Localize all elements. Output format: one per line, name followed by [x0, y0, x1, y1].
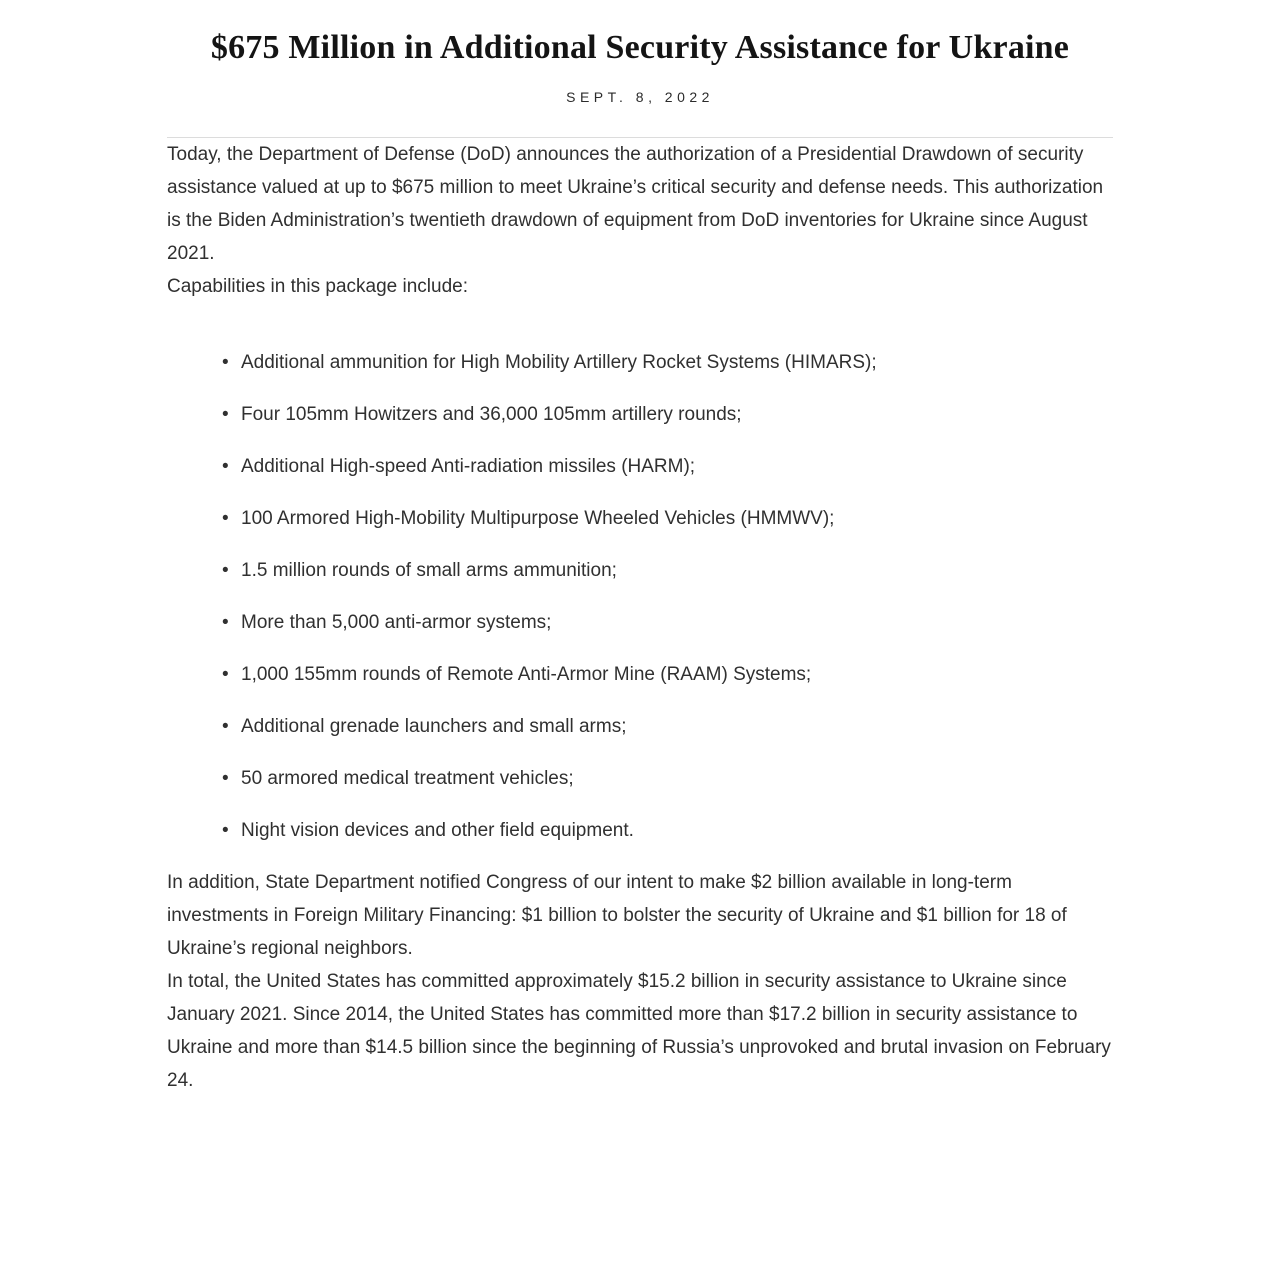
list-item: • Four 105mm Howitzers and 36,000 105mm artillery rounds;: [222, 398, 1113, 431]
total-paragraph: In total, the United States has committed approximately $15.2 billion in security assistance to Ukraine since January 2021. Since 2014, the United States has committed more than $17.2 billion in security assistance to Ukraine and more than $14.5 billion since the beginning of Russia’s unprovoked and brutal invasion on February 24.: [167, 971, 1111, 1091]
list-item: • 1,000 155mm rounds of Remote Anti-Armor Mine (RAAM) Systems;: [222, 658, 1113, 691]
list-item: • 100 Armored High-Mobility Multipurpose Wheeled Vehicles (HMMWV);: [222, 502, 1113, 535]
article-body: [167, 138, 1113, 1097]
list-item: • Night vision devices and other field equipment.: [222, 814, 1113, 847]
addition-paragraph: In addition, State Department notified Congress of our intent to make $2 billion available in long-term investments in Foreign Military Financing: $1 billion to bolster the security of Ukraine and $1 billion for 18 of Ukraine’s regional neighbors.: [167, 872, 1067, 959]
publish-date: SEPT. 8, 2022: [566, 89, 714, 105]
list-item: • Additional ammunition for High Mobility Artillery Rocket Systems (HIMARS);: [222, 346, 1113, 379]
list-item: • 1.5 million rounds of small arms ammunition;: [222, 554, 1113, 587]
intro-paragraph: Today, the Department of Defense (DoD) announces the authorization of a Presidential Drawdown of security assistance valued at up to $675 million to meet Ukraine’s critical security and defense needs. This authorization is the Biden Administration’s twentieth drawdown of equipment from DoD inventories for Ukraine since August 2021.: [167, 144, 1104, 264]
list-item: • More than 5,000 anti-armor systems;: [222, 606, 1113, 639]
capabilities-list: [167, 346, 1113, 847]
list-item: • Additional High-speed Anti-radiation missiles (HARM);: [222, 450, 1113, 483]
list-item: • Additional grenade launchers and small arms;: [222, 710, 1113, 743]
capabilities-list-intro: Capabilities in this package include:: [167, 276, 469, 297]
page-title: $675 Million in Additional Security Assistance for Ukraine: [210, 29, 1070, 66]
list-item: • 50 armored medical treatment vehicles;: [222, 762, 1113, 795]
